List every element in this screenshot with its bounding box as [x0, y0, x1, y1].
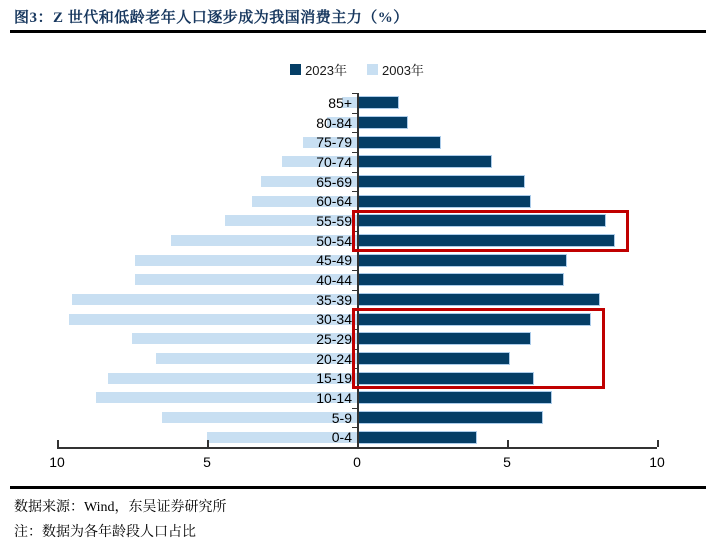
category-label-80-84: 80-84: [316, 114, 352, 131]
category-label-25-29: 25-29: [316, 330, 352, 347]
category-label-55-59: 55-59: [316, 212, 352, 229]
x-axis-label: 10: [649, 454, 665, 470]
x-axis-tick: [657, 440, 659, 447]
x-axis-tick: [57, 440, 59, 447]
bar-2023-0-4: [359, 432, 476, 443]
category-label-0-4: 0-4: [331, 429, 352, 446]
category-tick: [352, 93, 357, 94]
footnote: 注：数据为各年龄段人口占比: [14, 525, 196, 540]
category-label-85+: 85+: [328, 94, 352, 111]
bar-2023-45-49: [359, 255, 566, 266]
highlight-box-2: [352, 308, 605, 390]
bar-2023-40-44: [359, 274, 563, 285]
x-axis-label: 0: [353, 454, 361, 470]
x-axis-label: 5: [203, 454, 211, 470]
center-axis: [357, 93, 359, 447]
category-label-30-34: 30-34: [316, 311, 352, 328]
bar-2023-80-84: [359, 117, 407, 128]
legend-label: 2003年: [382, 63, 424, 78]
bar-2023-70-74: [359, 156, 491, 167]
category-label-35-39: 35-39: [316, 291, 352, 308]
x-axis: [57, 447, 657, 449]
category-tick: [352, 191, 357, 192]
category-label-20-24: 20-24: [316, 350, 352, 367]
x-axis-tick: [207, 440, 209, 447]
category-tick: [352, 427, 357, 428]
x-axis-label: 10: [49, 454, 65, 470]
category-label-40-44: 40-44: [316, 271, 352, 288]
figure-title: 图3：Z 世代和低龄老年人口逐步成为我国消费主力（%）: [14, 10, 409, 26]
category-tick: [352, 152, 357, 153]
footer-divider: [10, 486, 706, 489]
category-label-75-79: 75-79: [316, 134, 352, 151]
x-axis-label: 5: [503, 454, 511, 470]
category-label-45-49: 45-49: [316, 252, 352, 269]
x-axis-tick: [507, 440, 509, 447]
category-tick: [352, 408, 357, 409]
bar-2023-65-69: [359, 176, 524, 187]
category-label-70-74: 70-74: [316, 153, 352, 170]
category-tick: [352, 132, 357, 133]
category-tick: [352, 113, 357, 114]
data-source-note: 数据来源：Wind，东吴证券研究所: [14, 500, 227, 515]
highlight-box-1: [352, 210, 629, 252]
bar-2023-10-14: [359, 392, 551, 403]
category-tick: [352, 290, 357, 291]
category-label-15-19: 15-19: [316, 370, 352, 387]
bar-2023-85+: [359, 97, 398, 108]
category-label-5-9: 5-9: [331, 409, 352, 426]
bar-2023-60-64: [359, 196, 530, 207]
bar-2023-5-9: [359, 412, 542, 423]
category-tick: [352, 172, 357, 173]
bar-2023-35-39: [359, 294, 599, 305]
legend-label: 2023年: [305, 63, 347, 78]
category-label-10-14: 10-14: [316, 389, 352, 406]
category-label-50-54: 50-54: [316, 232, 352, 249]
category-label-65-69: 65-69: [316, 173, 352, 190]
bar-2023-75-79: [359, 137, 440, 148]
category-label-60-64: 60-64: [316, 193, 352, 210]
category-tick: [352, 270, 357, 271]
